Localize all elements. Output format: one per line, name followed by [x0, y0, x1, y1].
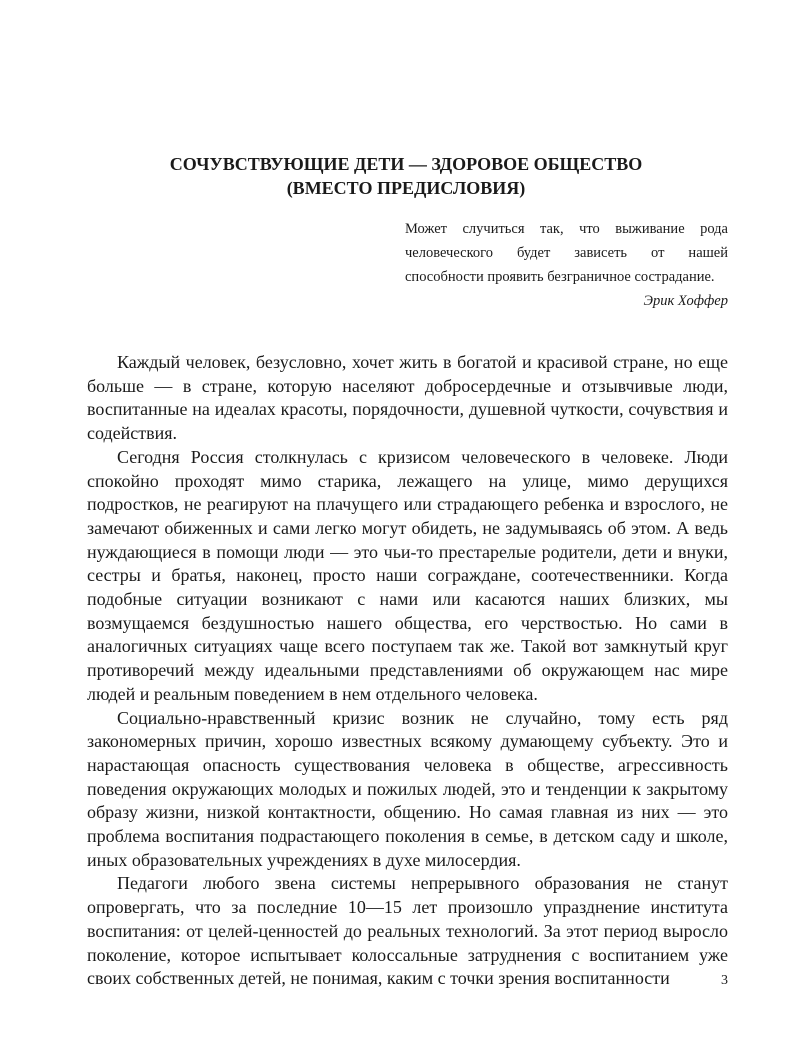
page-number: 3: [721, 973, 728, 988]
epigraph: [405, 217, 728, 313]
paragraph: Социально-нравственный кризис возник не случайно, тому есть ряд закономерных причин, хорошо известных всякому думающему субъекту. Это и нарастающая опасность существования человека в обществе, агрессивность поведения окружающих молодых и пожилых людей, это и тенденции к закрытому образу жизни, низкой контактности, общению. Но самая главная из них — это проблема воспитания подрастающего поколения в семье, в детском саду и школе, иных образовательных учреждениях в духе милосердия.: [87, 707, 728, 870]
body-text: [87, 351, 728, 991]
epigraph-author: Эрик Хоффер: [643, 293, 728, 309]
chapter-title-line-1: СОЧУВСТВУЮЩИЕ ДЕТИ — ЗДОРОВОЕ ОБЩЕСТВО: [169, 154, 643, 174]
epigraph-text: Может случиться так, что выживание рода человеческого будет зависеть от нашей способности проявить безграничное сострадание.: [405, 221, 728, 285]
paragraph: Сегодня Россия столкнулась с кризисом человеческого в человеке. Люди спокойно проходят мимо старика, лежащего на улице, мимо дерущихся подростков, не реагируют на плачущего или страдающего ребенка и взрослого, не замечают обиженных и сами легко могут обидеть, не задумываясь об этом. А ведь нуждающиеся в помощи люди — это чьи-то престарелые родители, дети и внуки, сестры и братья, наконец, просто наши сограждане, соотечественники. Когда подобные ситуации возникают с нами или касаются наших близких, мы возмущаемся бездушностью нашего общества, его черствостью. Но сами в аналогичных ситуациях чаще всего поступаем так же. Такой вот замкнутый круг противоречий между идеальными представлениями об окружающем нас мире людей и реальным поведением в нем отдельного человека.: [87, 446, 728, 704]
paragraph: Педагоги любого звена системы непрерывного образования не станут опровергать, что за последние 10—15 лет произошло упразднение института воспитания: от целей-ценностей до реальных технологий. За этот период выросло поколение, которое испытывает колоссальные затруднения с воспитанием уже своих собственных детей, не понимая, каким с точки зрения воспитанности: [87, 873, 728, 989]
chapter-title: [0, 152, 812, 200]
chapter-title-line-2: (ВМЕСТО ПРЕДИСЛОВИЯ): [286, 178, 526, 198]
paragraph: Каждый человек, безусловно, хочет жить в богатой и красивой стране, но еще больше — в стране, которую населяют добросердечные и отзывчивые люди, воспитанные на идеалах красоты, порядочности, душевной чуткости, сочувствия и содействия.: [87, 352, 728, 444]
